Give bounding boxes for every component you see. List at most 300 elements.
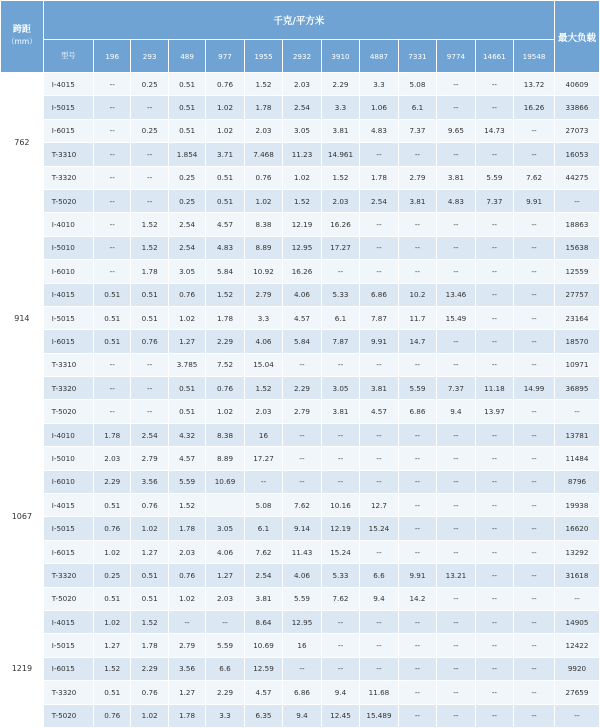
load-value-cell: -- xyxy=(437,704,475,727)
table-row xyxy=(1,166,600,189)
load-value-cell: 3.81 xyxy=(321,400,359,423)
max-load-cell: 23164 xyxy=(554,306,599,329)
load-value-cell: -- xyxy=(94,143,131,166)
model-cell: T-3320 xyxy=(43,681,93,704)
load-value-cell: -- xyxy=(398,143,436,166)
load-value-cell: 1.78 xyxy=(244,96,282,119)
load-value-cell: 9.91 xyxy=(398,564,436,587)
table-row xyxy=(1,681,600,704)
load-value-cell: -- xyxy=(514,260,555,283)
load-value-cell: 2.03 xyxy=(283,73,321,96)
load-value-cell: 0.51 xyxy=(131,587,168,610)
load-value-cell: -- xyxy=(514,283,555,306)
load-value-cell: 14.73 xyxy=(475,119,513,142)
load-value-cell: 1.854 xyxy=(168,143,205,166)
load-value-cell: 3.3 xyxy=(321,96,359,119)
load-value-cell: 2.54 xyxy=(168,213,205,236)
load-value-cell: -- xyxy=(437,260,475,283)
max-load-cell: 10971 xyxy=(554,353,599,376)
max-load-cell: 13781 xyxy=(554,423,599,446)
load-value-cell: 6.1 xyxy=(244,517,282,540)
max-load-cell: 13292 xyxy=(554,540,599,563)
table-row xyxy=(1,634,600,657)
load-value-cell: 1.52 xyxy=(168,494,205,517)
max-load-cell: 18570 xyxy=(554,330,599,353)
load-value-cell: -- xyxy=(437,634,475,657)
load-value-cell: -- xyxy=(514,236,555,259)
load-value-cell: -- xyxy=(514,657,555,680)
load-value-cell: 1.52 xyxy=(94,657,131,680)
load-value-cell: -- xyxy=(398,447,436,470)
load-value-cell: 10.69 xyxy=(244,634,282,657)
load-value-cell: 1.78 xyxy=(131,260,168,283)
load-value-cell: -- xyxy=(398,236,436,259)
load-value-cell: 9.91 xyxy=(360,330,398,353)
max-load-cell: -- xyxy=(554,704,599,727)
load-value-cell: 10.2 xyxy=(398,283,436,306)
load-value-cell: -- xyxy=(514,447,555,470)
table-row xyxy=(1,96,600,119)
load-value-cell: 0.76 xyxy=(131,681,168,704)
load-value-cell: 0.76 xyxy=(244,166,282,189)
max-load-cell: -- xyxy=(554,189,599,212)
load-column-header: 1955 xyxy=(244,40,282,73)
load-value-cell: -- xyxy=(514,423,555,446)
load-value-cell: -- xyxy=(514,587,555,610)
load-value-cell: 1.02 xyxy=(94,610,131,633)
load-value-cell: 6.1 xyxy=(398,96,436,119)
load-value-cell: -- xyxy=(514,470,555,493)
load-value-cell: 0.51 xyxy=(94,306,131,329)
load-value-cell: 15.24 xyxy=(360,517,398,540)
load-value-cell: -- xyxy=(475,657,513,680)
load-value-cell: 9.4 xyxy=(437,400,475,423)
load-value-cell: 6.1 xyxy=(321,306,359,329)
load-value-cell: 13.72 xyxy=(514,73,555,96)
load-value-cell: 4.06 xyxy=(244,330,282,353)
table-row xyxy=(1,73,600,96)
load-value-cell: 0.51 xyxy=(168,119,205,142)
model-cell: I-5010 xyxy=(43,236,93,259)
load-value-cell: -- xyxy=(437,143,475,166)
load-value-cell: -- xyxy=(475,143,513,166)
load-value-cell: -- xyxy=(131,143,168,166)
load-value-cell: -- xyxy=(244,470,282,493)
load-value-cell: -- xyxy=(514,564,555,587)
load-value-cell: -- xyxy=(398,494,436,517)
load-value-cell: -- xyxy=(437,681,475,704)
load-value-cell: 0.25 xyxy=(168,189,205,212)
load-value-cell: -- xyxy=(321,260,359,283)
load-value-cell: 0.76 xyxy=(168,564,205,587)
load-value-cell: 1.27 xyxy=(94,634,131,657)
load-value-cell: -- xyxy=(437,447,475,470)
load-column-header: 293 xyxy=(131,40,168,73)
table-row xyxy=(1,704,600,727)
load-value-cell: -- xyxy=(131,377,168,400)
load-value-cell: 5.08 xyxy=(244,494,282,517)
max-load-cell: 16053 xyxy=(554,143,599,166)
load-value-cell: -- xyxy=(514,330,555,353)
load-value-cell: 10.16 xyxy=(321,494,359,517)
load-value-cell: -- xyxy=(475,306,513,329)
load-value-cell: 12.45 xyxy=(321,704,359,727)
load-value-cell: 7.52 xyxy=(206,353,244,376)
load-value-cell: 11.7 xyxy=(398,306,436,329)
load-value-cell: -- xyxy=(398,540,436,563)
load-value-cell: -- xyxy=(475,236,513,259)
max-load-cell: 19938 xyxy=(554,494,599,517)
load-value-cell: 16.26 xyxy=(283,260,321,283)
load-value-cell: 6.35 xyxy=(244,704,282,727)
load-value-cell: 10.92 xyxy=(244,260,282,283)
load-value-cell: -- xyxy=(514,400,555,423)
load-column-header: 3910 xyxy=(321,40,359,73)
load-value-cell: 3.3 xyxy=(244,306,282,329)
table-row xyxy=(1,447,600,470)
load-value-cell: 1.02 xyxy=(206,96,244,119)
load-value-cell: 1.52 xyxy=(131,213,168,236)
load-value-cell: -- xyxy=(437,657,475,680)
load-value-cell: 1.78 xyxy=(94,423,131,446)
load-value-cell: 0.51 xyxy=(94,283,131,306)
load-value-cell: 12.19 xyxy=(283,213,321,236)
model-cell: T-3310 xyxy=(43,353,93,376)
load-value-cell: 9.4 xyxy=(283,704,321,727)
load-value-cell: -- xyxy=(514,610,555,633)
load-value-cell: -- xyxy=(398,704,436,727)
load-value-cell: 2.03 xyxy=(244,119,282,142)
load-value-cell: -- xyxy=(398,634,436,657)
load-value-cell: -- xyxy=(321,447,359,470)
load-value-cell: -- xyxy=(398,657,436,680)
load-value-cell: 1.27 xyxy=(168,330,205,353)
load-value-cell: 3.81 xyxy=(321,119,359,142)
table-row xyxy=(1,353,600,376)
max-load-cell: 36895 xyxy=(554,377,599,400)
load-value-cell: 1.27 xyxy=(206,564,244,587)
table-row xyxy=(1,470,600,493)
load-value-cell: -- xyxy=(514,353,555,376)
table-row xyxy=(1,494,600,517)
load-value-cell: 3.56 xyxy=(168,657,205,680)
load-value-cell: 4.32 xyxy=(168,423,205,446)
load-value-cell: -- xyxy=(206,610,244,633)
load-value-cell: -- xyxy=(94,96,131,119)
load-value-cell: 1.02 xyxy=(168,306,205,329)
load-value-cell: -- xyxy=(398,423,436,446)
model-column-header: 型号 xyxy=(43,40,93,73)
load-column-header: 9774 xyxy=(437,40,475,73)
load-value-cell: -- xyxy=(514,634,555,657)
load-value-cell: 3.81 xyxy=(437,166,475,189)
load-value-cell: -- xyxy=(514,306,555,329)
load-value-cell: -- xyxy=(131,166,168,189)
table-row xyxy=(1,306,600,329)
load-value-cell: 2.79 xyxy=(283,400,321,423)
load-value-cell: 10.69 xyxy=(206,470,244,493)
load-value-cell: -- xyxy=(360,540,398,563)
load-value-cell: -- xyxy=(398,681,436,704)
load-value-cell: 0.51 xyxy=(168,400,205,423)
load-value-cell: 7.37 xyxy=(475,189,513,212)
load-value-cell: 11.23 xyxy=(283,143,321,166)
load-value-cell: 2.29 xyxy=(206,330,244,353)
table-row xyxy=(1,330,600,353)
load-value-cell: 12.59 xyxy=(244,657,282,680)
load-value-cell: 9.65 xyxy=(437,119,475,142)
max-load-cell: 27073 xyxy=(554,119,599,142)
load-value-cell: 0.51 xyxy=(131,306,168,329)
load-value-cell: 1.52 xyxy=(244,73,282,96)
load-value-cell: -- xyxy=(475,260,513,283)
load-value-cell: 9.14 xyxy=(283,517,321,540)
load-column-header: 977 xyxy=(206,40,244,73)
load-value-cell: -- xyxy=(168,610,205,633)
load-value-cell: -- xyxy=(475,610,513,633)
load-value-cell: -- xyxy=(94,166,131,189)
load-value-cell: 14.2 xyxy=(398,587,436,610)
load-value-cell: 1.52 xyxy=(283,189,321,212)
load-value-cell: 12.95 xyxy=(283,236,321,259)
load-value-cell: 7.37 xyxy=(437,377,475,400)
load-value-cell: -- xyxy=(360,634,398,657)
load-value-cell: 0.25 xyxy=(131,119,168,142)
load-value-cell: -- xyxy=(360,657,398,680)
model-cell: T-3320 xyxy=(43,564,93,587)
load-value-cell: 3.71 xyxy=(206,143,244,166)
model-cell: I-5015 xyxy=(43,517,93,540)
load-value-cell: 0.25 xyxy=(94,564,131,587)
load-value-cell: -- xyxy=(437,587,475,610)
table-row xyxy=(1,400,600,423)
model-cell: T-3320 xyxy=(43,377,93,400)
load-value-cell: 9.91 xyxy=(514,189,555,212)
load-value-cell: -- xyxy=(321,657,359,680)
load-value-cell: -- xyxy=(437,330,475,353)
load-value-cell: 1.02 xyxy=(131,704,168,727)
load-value-cell: 1.27 xyxy=(131,540,168,563)
model-cell: I-6015 xyxy=(43,657,93,680)
load-value-cell: -- xyxy=(360,610,398,633)
load-value-cell: 6.86 xyxy=(398,400,436,423)
load-value-cell: -- xyxy=(475,447,513,470)
model-cell: I-4010 xyxy=(43,213,93,236)
load-value-cell: 14.99 xyxy=(514,377,555,400)
load-value-cell: 7.468 xyxy=(244,143,282,166)
load-value-cell: 1.78 xyxy=(131,634,168,657)
load-value-cell: -- xyxy=(514,540,555,563)
load-value-cell: -- xyxy=(475,283,513,306)
load-value-cell: -- xyxy=(321,353,359,376)
load-value-cell: 1.78 xyxy=(168,517,205,540)
load-value-cell: -- xyxy=(360,143,398,166)
load-value-cell: -- xyxy=(94,353,131,376)
load-value-cell: 17.27 xyxy=(321,236,359,259)
load-value-cell: 0.76 xyxy=(206,377,244,400)
load-value-cell: 4.06 xyxy=(283,564,321,587)
model-cell: T-3310 xyxy=(43,143,93,166)
load-value-cell: 14.7 xyxy=(398,330,436,353)
model-cell: T-5020 xyxy=(43,587,93,610)
load-column-header: 4887 xyxy=(360,40,398,73)
table-row xyxy=(1,119,600,142)
load-value-cell: 8.38 xyxy=(244,213,282,236)
span-header xyxy=(1,1,44,73)
load-value-cell: 5.59 xyxy=(168,470,205,493)
model-cell: I-6015 xyxy=(43,119,93,142)
load-value-cell: -- xyxy=(131,353,168,376)
model-cell: T-5020 xyxy=(43,400,93,423)
table-row xyxy=(1,236,600,259)
max-load-cell: 15638 xyxy=(554,236,599,259)
load-value-cell: -- xyxy=(514,143,555,166)
load-value-cell: 0.25 xyxy=(168,166,205,189)
max-load-cell: 16620 xyxy=(554,517,599,540)
model-cell: I-6015 xyxy=(43,330,93,353)
load-value-cell: 5.33 xyxy=(321,564,359,587)
load-value-cell: 5.59 xyxy=(283,587,321,610)
load-value-cell: 1.27 xyxy=(168,681,205,704)
load-value-cell: 2.29 xyxy=(206,681,244,704)
load-value-cell: 16 xyxy=(244,423,282,446)
load-column-header: 489 xyxy=(168,40,205,73)
load-value-cell: -- xyxy=(131,96,168,119)
span-group-label: 1067 xyxy=(1,423,44,610)
load-column-header: 14661 xyxy=(475,40,513,73)
max-load-cell: 8796 xyxy=(554,470,599,493)
load-value-cell: 2.79 xyxy=(244,283,282,306)
load-value-cell: -- xyxy=(360,353,398,376)
table-row xyxy=(1,260,600,283)
load-value-cell: -- xyxy=(437,96,475,119)
load-value-cell: 14.961 xyxy=(321,143,359,166)
load-value-cell: 1.52 xyxy=(321,166,359,189)
load-value-cell: 12.95 xyxy=(283,610,321,633)
load-value-cell: -- xyxy=(475,96,513,119)
load-value-cell: 9.4 xyxy=(360,587,398,610)
load-value-cell: -- xyxy=(514,704,555,727)
load-value-cell: -- xyxy=(475,470,513,493)
load-column-header: 196 xyxy=(94,40,131,73)
load-value-cell: 0.51 xyxy=(131,564,168,587)
load-value-cell: 16.26 xyxy=(514,96,555,119)
load-value-cell: 13.21 xyxy=(437,564,475,587)
load-value-cell: 7.87 xyxy=(360,306,398,329)
load-value-cell: -- xyxy=(475,494,513,517)
load-value-cell: -- xyxy=(514,517,555,540)
max-load-cell: 40609 xyxy=(554,73,599,96)
load-value-cell: -- xyxy=(514,681,555,704)
load-value-cell: 4.83 xyxy=(437,189,475,212)
load-value-cell: -- xyxy=(475,540,513,563)
load-value-cell: 4.57 xyxy=(244,681,282,704)
load-value-cell: 5.59 xyxy=(206,634,244,657)
load-value-cell: 3.785 xyxy=(168,353,205,376)
table-row xyxy=(1,423,600,446)
load-value-cell: 2.54 xyxy=(244,564,282,587)
load-value-cell: 15.49 xyxy=(437,306,475,329)
load-value-cell: 2.54 xyxy=(283,96,321,119)
load-value-cell: 11.43 xyxy=(283,540,321,563)
load-value-cell: 5.84 xyxy=(283,330,321,353)
load-value-cell: 1.02 xyxy=(244,189,282,212)
load-value-cell: -- xyxy=(131,189,168,212)
load-value-cell: -- xyxy=(475,73,513,96)
max-load-cell: 18863 xyxy=(554,213,599,236)
load-value-cell: -- xyxy=(514,213,555,236)
load-value-cell: -- xyxy=(360,470,398,493)
load-value-cell: -- xyxy=(398,610,436,633)
load-value-cell: -- xyxy=(360,213,398,236)
load-value-cell: 5.08 xyxy=(398,73,436,96)
load-value-cell: -- xyxy=(475,704,513,727)
load-value-cell: 15.24 xyxy=(321,540,359,563)
load-value-cell: -- xyxy=(398,213,436,236)
load-value-cell: 5.59 xyxy=(475,166,513,189)
load-value-cell: 7.37 xyxy=(398,119,436,142)
load-value-cell: -- xyxy=(283,423,321,446)
load-value-cell: -- xyxy=(321,610,359,633)
load-value-cell: 2.03 xyxy=(94,447,131,470)
load-value-cell: -- xyxy=(94,400,131,423)
load-value-cell: 2.03 xyxy=(321,189,359,212)
load-value-cell: -- xyxy=(283,447,321,470)
max-load-cell: 27757 xyxy=(554,283,599,306)
load-value-cell: 3.81 xyxy=(360,377,398,400)
load-value-cell: 6.86 xyxy=(360,283,398,306)
load-value-cell: 8.38 xyxy=(206,423,244,446)
load-value-cell: 9.4 xyxy=(321,681,359,704)
max-load-cell: 33866 xyxy=(554,96,599,119)
load-value-cell: -- xyxy=(398,260,436,283)
load-value-cell: 1.02 xyxy=(131,517,168,540)
load-value-cell: 2.79 xyxy=(168,634,205,657)
load-value-cell: -- xyxy=(283,470,321,493)
load-value-cell: 5.33 xyxy=(321,283,359,306)
load-value-cell: 0.51 xyxy=(94,494,131,517)
table-row xyxy=(1,143,600,166)
load-value-cell: 1.02 xyxy=(283,166,321,189)
load-value-cell: -- xyxy=(283,657,321,680)
load-value-cell: 3.05 xyxy=(206,517,244,540)
span-group-label: 1219 xyxy=(1,610,44,727)
load-value-cell: 0.51 xyxy=(131,283,168,306)
load-value-cell: 0.76 xyxy=(94,704,131,727)
load-value-cell: -- xyxy=(475,330,513,353)
load-column-header: 2932 xyxy=(283,40,321,73)
load-column-header: 19548 xyxy=(514,40,555,73)
load-value-cell: 0.51 xyxy=(206,166,244,189)
load-value-cell: 2.29 xyxy=(283,377,321,400)
load-value-cell: 0.76 xyxy=(94,517,131,540)
table-body xyxy=(1,73,600,728)
load-value-cell: 1.78 xyxy=(168,704,205,727)
load-value-cell: -- xyxy=(437,494,475,517)
table-row xyxy=(1,377,600,400)
table-row xyxy=(1,283,600,306)
load-value-cell: 7.62 xyxy=(283,494,321,517)
load-value-cell: 3.56 xyxy=(131,470,168,493)
table-row xyxy=(1,189,600,212)
load-value-cell: 0.51 xyxy=(168,73,205,96)
load-value-cell: 1.02 xyxy=(94,540,131,563)
load-value-cell: 7.62 xyxy=(514,166,555,189)
load-value-cell: 2.54 xyxy=(131,423,168,446)
table-row xyxy=(1,610,600,633)
load-value-cell: -- xyxy=(475,634,513,657)
span-group-label: 914 xyxy=(1,213,44,424)
